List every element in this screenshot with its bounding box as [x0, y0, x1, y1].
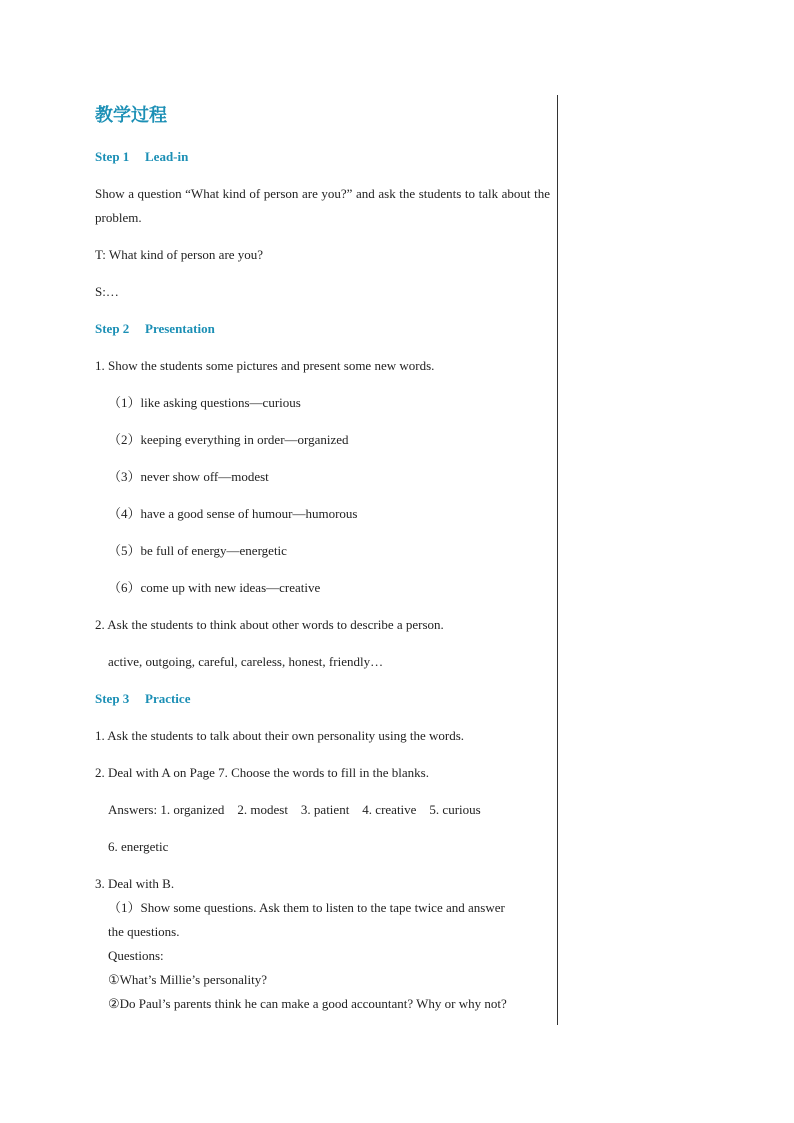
step2-number: Step 2	[95, 321, 130, 336]
step2-extra-words: active, outgoing, careful, careless, honest, friendly…	[108, 654, 384, 669]
step1-heading	[95, 145, 550, 169]
question-2: ②Do Paul’s parents think he can make a good accountant? Why or why not?	[108, 996, 507, 1011]
step3-answers-cont: 6. energetic	[108, 839, 169, 854]
step3-item-2: 2. Deal with A on Page 7. Choose the words to fill in the blanks.	[95, 765, 429, 780]
step3-name: Practice	[145, 691, 191, 706]
step1-paragraph: Show a question “What kind of person are you?” and ask the students to talk about the problem.	[95, 186, 550, 225]
step2-name: Presentation	[145, 321, 215, 336]
questions-label: Questions:	[108, 948, 164, 963]
vocab-item: （6）come up with new ideas—creative	[108, 580, 321, 595]
step1-name: Lead-in	[145, 149, 189, 164]
step2-item-2: 2. Ask the students to think about other words to describe a person.	[95, 617, 444, 632]
question-1: ①What’s Millie’s personality?	[108, 972, 267, 987]
step3-answers: Answers: 1. organized 2. modest 3. patient 4. creative 5. curious	[108, 802, 481, 817]
step3-number: Step 3	[95, 691, 130, 706]
step3-heading	[95, 687, 550, 711]
step1-teacher-line: T: What kind of person are you?	[95, 247, 264, 262]
step2-item-1: 1. Show the students some pictures and present some new words.	[95, 358, 435, 373]
lesson-content	[95, 100, 550, 1016]
page-title: 教学过程	[95, 105, 167, 126]
step2-heading	[95, 317, 550, 341]
vocab-item: （5）be full of energy—energetic	[108, 543, 287, 558]
step3-sub-1-cont: the questions.	[108, 924, 180, 939]
step1-number: Step 1	[95, 149, 130, 164]
step3-item-1: 1. Ask the students to talk about their own personality using the words.	[95, 728, 465, 743]
vocab-item: （2）keeping everything in order—organized	[108, 432, 349, 447]
vocab-item: （3）never show off—modest	[108, 469, 269, 484]
vocab-item: （1）like asking questions—curious	[108, 395, 301, 410]
step3-item-3: 3. Deal with B.	[95, 876, 175, 891]
column-divider	[557, 95, 558, 1025]
step3-sub-1: （1）Show some questions. Ask them to listen to the tape twice and answer	[108, 900, 505, 915]
vocab-item: （4）have a good sense of humour—humorous	[108, 506, 358, 521]
step1-student-line: S:…	[95, 284, 119, 299]
